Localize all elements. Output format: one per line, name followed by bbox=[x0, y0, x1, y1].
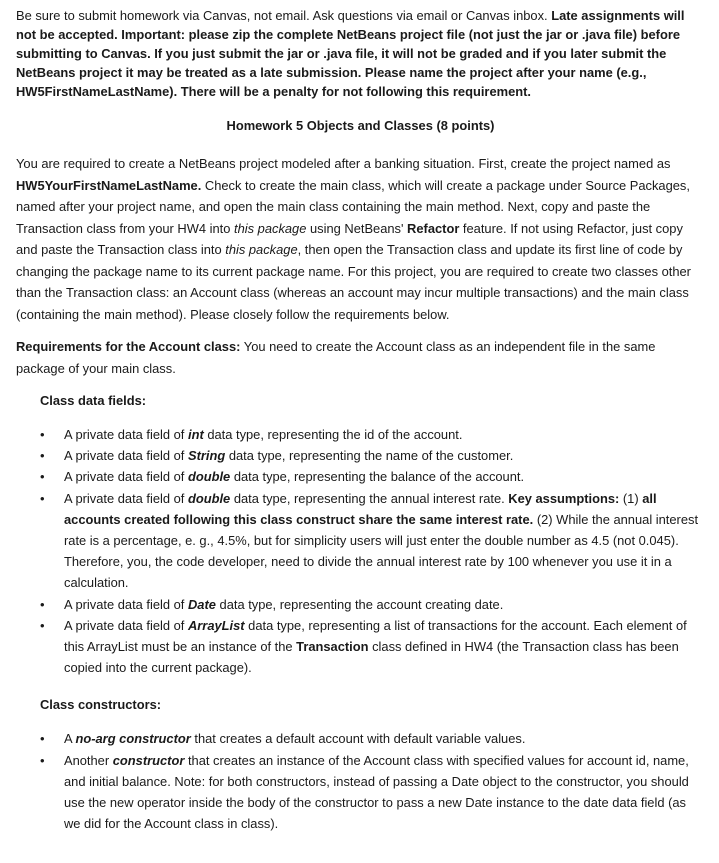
text-run: A private data field of bbox=[64, 490, 188, 506]
text-run: You are required to create a NetBeans project modeled after a banking situation. First, create the project named as bbox=[16, 156, 671, 171]
type-name: ArrayList bbox=[187, 617, 245, 633]
constructors-heading: Class constructors: bbox=[40, 697, 162, 713]
transaction-class-name: Transaction bbox=[296, 639, 369, 655]
text-run: A private data field of bbox=[64, 617, 188, 633]
list-item bbox=[16, 728, 705, 749]
text-run: that creates an instance of the Account class with specified values for account id, name, and initial balance. Note: for both constructors, instead of passing a Date object to the constructor, you should use the new operator inside the body of the constructor to pass a new Date instance to the date data field (as we did for the Account class in class). bbox=[64, 752, 689, 832]
constructor-term: no-arg constructor bbox=[75, 731, 191, 747]
constructor-term: constructor bbox=[112, 752, 185, 768]
account-class-requirements bbox=[16, 336, 705, 379]
text-run: , then open the Transaction class and update its first line of code by changing the package name to its current package name. For this project, you are required to create two classes other than the Transaction class: an Account class (whereas an account may incur multiple transactions) and the main class (containing the main method). Please closely follow the requirements below. bbox=[16, 242, 691, 322]
text-run: using NetBeans' bbox=[306, 220, 408, 236]
text-run: You need to create the Account class as an independent file in the same package of your main class. bbox=[16, 339, 656, 376]
refactor-text: Refactor bbox=[407, 220, 460, 236]
text-run: (2) While the annual interest rate is a percentage, e. g., 4.5%, but for simplicity users will just enter the double number as 4.5 (not 0.045). Therefore, you, the code developer, need to divide the annual interest rate by 100 whenever you use it in a calculation. bbox=[64, 511, 699, 591]
list-item bbox=[16, 750, 705, 835]
type-name: String bbox=[187, 448, 226, 464]
text-run: feature. If not using Refactor, just copy and paste the Transaction class into bbox=[16, 220, 683, 257]
type-name: int bbox=[187, 427, 204, 442]
list-item bbox=[16, 466, 705, 487]
text-run: data type, representing the account creating date. bbox=[215, 596, 504, 612]
constructors-list bbox=[16, 728, 705, 834]
text-run: that creates a default account with default variable values. bbox=[190, 731, 526, 747]
intro-bold-text: Late assignments will not be accepted. Important: please zip the complete NetBeans project file (not just the jar or .java file) before submitting to Canvas. If you just submit the jar or .java file, it will not be graded and if you later submit the NetBeans project it may be treated as a late submission. Please name the project after your name (e.g., HW5FirstNameLastName). There will be a penalty for not following this requirement. bbox=[16, 8, 685, 99]
text-run: data type, representing the id of the account. bbox=[203, 427, 463, 442]
assignment-title: Homework 5 Objects and Classes (8 points) bbox=[226, 118, 495, 133]
type-name: double bbox=[187, 490, 231, 506]
text-run: class defined in HW4 (the Transaction class has been copied into the current package). bbox=[64, 639, 679, 676]
text-run: A private data field of bbox=[64, 427, 188, 442]
italic-run: this package bbox=[234, 220, 307, 236]
text-run: A private data field of bbox=[64, 596, 188, 612]
submission-instructions bbox=[16, 6, 705, 101]
requirements-label: Requirements for the Account class: bbox=[16, 339, 241, 354]
text-run: Another bbox=[64, 752, 113, 768]
list-item bbox=[16, 615, 705, 679]
italic-run: this package bbox=[225, 242, 298, 257]
key-assumptions-label: Key assumptions: bbox=[508, 490, 620, 506]
text-run: data type, representing the name of the customer. bbox=[225, 448, 514, 464]
text-run: data type, representing the annual interest rate. bbox=[230, 490, 509, 506]
text-run: data type, representing the balance of the account. bbox=[230, 469, 525, 485]
type-name: Date bbox=[187, 596, 216, 612]
text-run: Check to create the main class, which will create a package under Source Packages, named after your project name, and open the main class containing the main method. Next, copy and paste the Transaction class from your HW4 into bbox=[16, 177, 690, 236]
shared-rate-text: all accounts created following this class construct share the same interest rate. bbox=[64, 490, 657, 527]
data-fields-heading: Class data fields: bbox=[40, 393, 147, 408]
intro-text: Be sure to submit homework via Canvas, not email. Ask questions via email or Canvas inbox. bbox=[16, 8, 552, 23]
text-run: A bbox=[64, 731, 76, 747]
project-description bbox=[16, 153, 705, 325]
text-run: data type, representing a list of transactions for the account. Each element of this ArrayList must be an instance of the bbox=[64, 617, 687, 655]
data-fields-list bbox=[16, 424, 705, 678]
text-run: (1) bbox=[619, 490, 643, 506]
project-name-text: HW5YourFirstNameLastName. bbox=[16, 177, 202, 193]
text-run: A private data field of bbox=[64, 469, 188, 485]
list-item bbox=[16, 424, 705, 445]
list-item bbox=[16, 594, 705, 615]
list-item bbox=[16, 445, 705, 466]
text-run: A private data field of bbox=[64, 448, 188, 464]
type-name: double bbox=[187, 469, 231, 485]
list-item bbox=[16, 488, 705, 594]
